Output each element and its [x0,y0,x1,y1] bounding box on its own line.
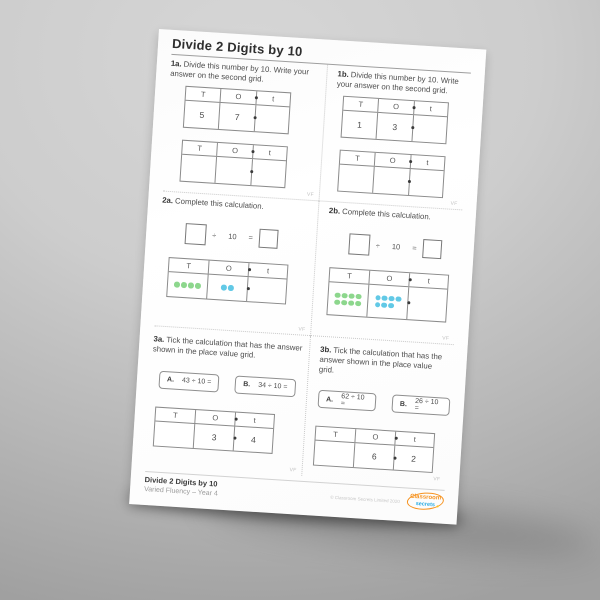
column-header: t [268,147,272,157]
grid-cell [338,164,375,192]
grid-cell [181,154,218,182]
option-b-pill [391,395,450,417]
counter-dot [349,293,355,299]
counter-dot [355,300,361,306]
grid-cell: 6 [354,444,396,470]
grid-cell [412,115,447,143]
grid-cell [247,277,286,303]
counter-dot [375,295,381,301]
counter-dot [335,292,341,298]
question-text [170,59,324,88]
equals-sign: = [411,243,417,253]
divide-sign: ÷ [211,230,217,240]
grid-cell: 1 [342,110,379,138]
column-header: T [155,407,196,422]
column-header: t [271,93,275,103]
option-label: A. [166,376,175,384]
option-a-pill [318,390,377,412]
question-label: 3a. [153,334,165,344]
grid-cell [255,105,290,133]
place-value-grid-answer [337,149,445,198]
question-body: Complete this calculation. [341,206,432,222]
decimal-point [413,106,416,109]
vf-mark: VF [433,476,441,483]
place-value-grid-answer [313,426,435,473]
option-b-pill [235,375,296,397]
question-body: Divide this number by 10. Write your answer on the second grid. [336,70,460,96]
place-value-grid-counters [166,257,288,304]
column-header: O [375,152,411,167]
section-3b [301,336,454,485]
grid-cell [367,285,409,319]
column-header: t [427,276,431,286]
counter-dot [341,300,347,306]
counter-dot [342,293,348,299]
grid-cell [216,157,253,185]
column-header: t [253,415,257,425]
grid-cell [409,169,444,197]
place-value-grid-counters [326,267,449,322]
column-header: T [169,258,210,273]
grid-cell: 4 [250,434,257,445]
grid-cell [251,159,286,187]
grid-cell: 3 [194,424,236,450]
option-a-pill [158,370,219,392]
question-body: Divide this number by 10. Write your answer on the second grid. [169,59,310,84]
grid-cell: 3 [377,113,414,141]
section-2b [310,201,462,345]
option-expression: 62 ÷ 10 = [340,393,365,408]
column-header: O [195,410,236,425]
calculation-row [348,233,460,261]
question-label: 2b. [328,206,341,216]
equals-sign: = [248,232,254,243]
logo-text-top: Classroom [409,493,442,502]
place-value-grid-answer [153,406,275,453]
decimal-point [409,160,412,163]
column-header: O [221,89,257,104]
worksheet-title: Divide 2 Digits by 10 [171,35,303,60]
worksheet-page [129,29,486,525]
grid-cell [314,441,356,467]
column-header: T [343,96,379,111]
counter-dot [356,293,362,299]
counter-dot [195,283,201,289]
question-label: 2a. [161,195,174,206]
footer-title: Divide 2 Digits by 10 [144,474,218,489]
question-text [337,69,468,97]
grid-cell [408,287,448,321]
question-label: 1a. [170,58,182,69]
divisor: 10 [391,241,401,252]
vf-mark: VF [450,200,458,208]
divisor: 10 [227,231,237,242]
column-header: t [426,157,429,167]
section-1a [163,55,327,202]
question-sections [146,55,471,485]
question-body: Complete this calculation. [174,196,265,211]
divide-sign: ÷ [375,240,381,251]
place-value-grid-answer [179,139,287,188]
column-header: T [182,140,218,155]
option-expression: 43 ÷ 10 = [181,377,212,387]
vf-mark: VF [298,326,306,333]
decimal-point [252,150,255,153]
column-header: O [218,143,254,158]
question-body: Tick the calculation that has the answer shown in the place value grid. [152,335,303,360]
counter-dot [221,284,227,290]
question-label: 1b. [337,69,350,79]
quotient-box [258,229,278,249]
footer-left [144,475,219,498]
footer-subtitle: Varied Fluency – Year 4 [143,485,218,498]
classroom-secrets-logo [406,492,444,511]
section-1b [318,65,470,211]
column-header: T [340,150,376,165]
counter-dot [388,303,394,309]
counter-dot [382,295,388,301]
grid-cell: 5 [184,100,221,128]
grid-cell [154,421,196,447]
column-header: O [370,271,411,286]
decimal-point [408,278,411,281]
option-label: B. [242,381,251,389]
question-text [319,345,451,382]
grid-cell [207,274,249,300]
decimal-point [234,417,237,420]
option-label: B. [399,400,408,409]
question-body: Tick the calculation that has the answer shown in the place value grid. [318,345,443,375]
grid-cell: 7 [219,103,256,131]
answer-options [158,370,307,397]
counter-dot [396,296,402,302]
vf-mark: VF [306,191,315,199]
grid-cell [374,166,411,194]
counter-dot [348,300,354,306]
question-label: 3b. [319,344,332,355]
footer-copyright: © Classroom Secrets Limited 2020 [330,494,400,505]
counter-dot [335,299,341,305]
column-header: O [356,430,397,445]
column-header: O [379,99,415,114]
counter-dot [389,296,395,302]
dividend-box [348,233,370,255]
counter-dot [174,282,180,288]
calculation-row [185,223,317,252]
column-header: T [330,268,371,283]
counter-dot [188,282,194,288]
grid-cell [327,282,369,316]
quotient-box [422,239,442,259]
vf-mark: VF [441,335,450,342]
option-label: A. [325,396,334,404]
section-3a [146,326,310,476]
place-value-grid-top [341,95,449,144]
decimal-point [233,437,236,440]
section-2a [154,192,318,337]
question-text [329,206,459,224]
column-header: t [429,103,433,113]
counter-dot [381,302,387,308]
option-expression: 34 ÷ 10 = [257,382,288,391]
column-header: t [266,266,270,276]
option-expression: 26 ÷ 10 = [414,398,439,413]
grid-cell: 2 [410,454,417,465]
dividend-box [185,223,207,245]
question-text [153,334,307,363]
place-value-grid-top [183,85,291,134]
column-header: t [413,435,417,445]
footer-right [330,487,445,512]
decimal-point [255,96,258,99]
counter-dot [228,285,234,291]
logo-text-bottom: secrets [415,500,436,508]
column-header: O [209,260,250,275]
column-header: T [186,86,222,101]
column-header: T [316,427,357,442]
counter-dot [181,282,187,288]
logo-dot-icon [436,505,439,508]
counter-dot [375,302,381,308]
decimal-point [248,268,251,271]
decimal-point [393,456,396,459]
answer-options [318,390,451,416]
grid-cell [167,272,209,298]
vf-mark: VF [289,467,297,474]
